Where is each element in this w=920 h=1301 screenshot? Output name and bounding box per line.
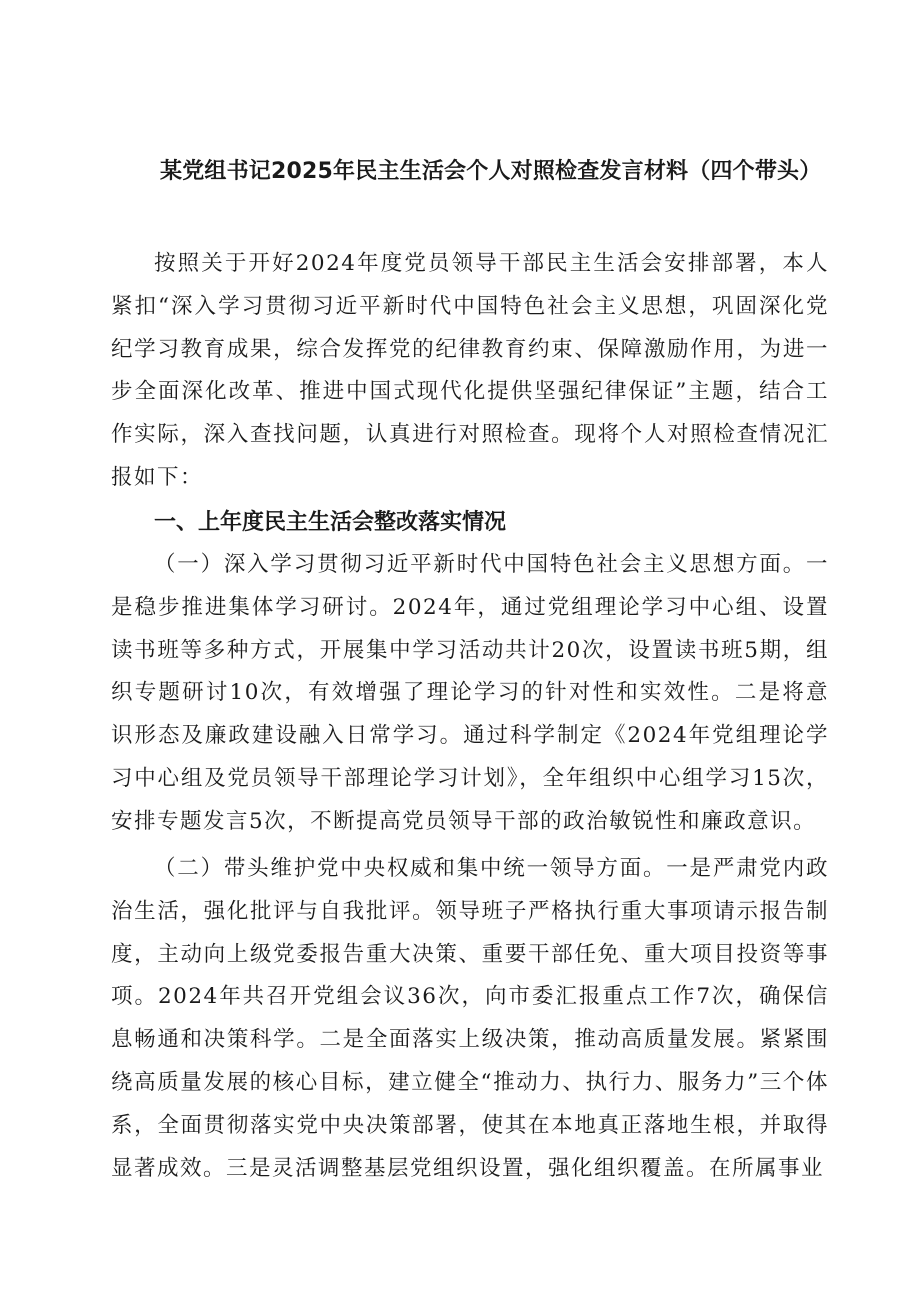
subsection-paragraph-2: （二）带头维护党中央权威和集中统一领导方面。一是严肃党内政治生活，强化批评与自我批评。领导班子严格执行重大事项请示报告制度，主动向上级党委报告重大决策、重要干部任免、重大项目投资等事项。2024年共召开党组会议36次，向市委汇报重点工作7次，确保信息畅通和决策科学。二是全面落实上级决策，推动高质量发展。紧紧围绕高质量发展的核心目标，建立健全“推动力、执行力、服务力”三个体系，全面贯彻落实党中央决策部署，使其在本地真正落地生根，并取得显著成效。三是灵活调整基层党组织设置，强化组织覆盖。在所属事业 xyxy=(111,856,829,1181)
intro-paragraph: 按照关于开好2024年度党员领导干部民主生活会安排部署，本人紧扣“深入学习贯彻习近平新时代中国特色社会主义思想，巩固深化党纪学习教育成果，综合发挥党的纪律教育约束、保障激励作用，为进一步全面深化改革、推进中国式现代化提供坚强纪律保证”主题，结合工作实际，深入查找问题，认真进行对照检查。现将个人对照检查情况汇报如下： xyxy=(111,251,829,490)
subsection-paragraph-1: （一）深入学习贯彻习近平新时代中国特色社会主义思想方面。一是稳步推进集体学习研讨。2024年，通过党组理论学习中心组、设置读书班等多种方式，开展集中学习活动共计20次，设置读书班5期，组织专题研讨10次，有效增强了理论学习的针对性和实效性。二是将意识形态及廉政建设融入日常学习。通过科学制定《2024年党组理论学习中心组及党员领导干部理论学习计划》，全年组织中心组学习15次，安排专题发言5次，不断提高党员领导干部的政治敏锐性和廉政意识。 xyxy=(111,552,830,834)
section-heading: 一、上年度民主生活会整改落实情况 xyxy=(154,510,507,535)
document-title: 某党组书记2025年民主生活会个人对照检查发言材料（四个带头） xyxy=(160,159,822,184)
